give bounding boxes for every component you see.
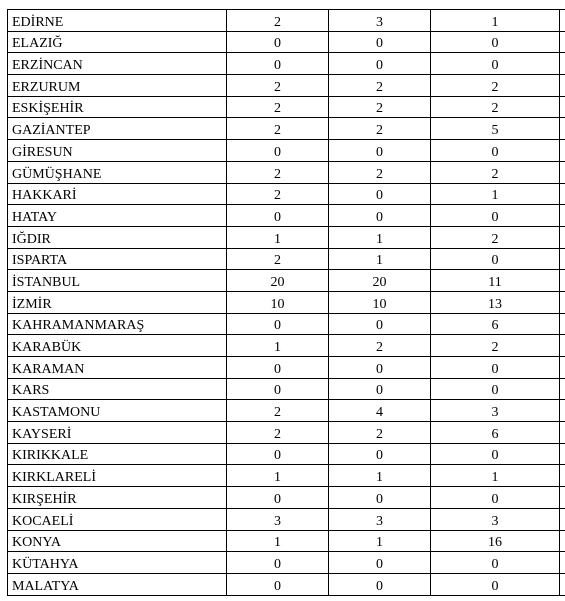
table-row — [8, 465, 565, 487]
province-name-cell — [8, 422, 227, 444]
empty-cell — [560, 378, 565, 400]
value-cell-3 — [431, 31, 560, 53]
empty-cell — [560, 313, 565, 335]
value-cell-2-text: 0 — [376, 58, 383, 74]
value-cell-2-text: 0 — [376, 36, 383, 52]
value-cell-1-text: 1 — [274, 535, 281, 551]
value-cell-1 — [227, 10, 329, 32]
table-row — [8, 313, 565, 335]
province-name-cell — [8, 96, 227, 118]
table-row — [8, 118, 565, 140]
value-cell-3 — [431, 248, 560, 270]
value-cell-3 — [431, 140, 560, 162]
value-cell-2 — [329, 487, 431, 509]
table-row — [8, 422, 565, 444]
value-cell-3 — [431, 530, 560, 552]
value-cell-3 — [431, 552, 560, 574]
value-cell-3 — [431, 400, 560, 422]
empty-cell — [560, 75, 565, 97]
province-name-cell — [8, 530, 227, 552]
value-cell-2 — [329, 378, 431, 400]
value-cell-2-text: 0 — [376, 578, 383, 594]
province-name-cell — [8, 487, 227, 509]
province-name-cell-text: KASTAMONU — [12, 405, 101, 421]
province-name-cell — [8, 552, 227, 574]
value-cell-1-text: 2 — [274, 253, 281, 269]
value-cell-3 — [431, 422, 560, 444]
empty-cell — [560, 31, 565, 53]
value-cell-1-text: 0 — [274, 361, 281, 377]
value-cell-1 — [227, 31, 329, 53]
value-cell-3 — [431, 313, 560, 335]
empty-cell — [560, 96, 565, 118]
value-cell-2-text: 0 — [376, 144, 383, 160]
value-cell-1 — [227, 378, 329, 400]
province-name-cell-text: HATAY — [12, 209, 58, 225]
table-row — [8, 96, 565, 118]
value-cell-2-text: 0 — [376, 188, 383, 204]
value-cell-2 — [329, 400, 431, 422]
value-cell-3-text: 2 — [491, 79, 499, 95]
value-cell-2-text: 0 — [376, 383, 383, 399]
table-row — [8, 291, 565, 313]
province-name-cell-text: KÜTAHYA — [12, 556, 79, 572]
province-name-cell — [8, 378, 227, 400]
value-cell-3-text: 0 — [491, 383, 499, 399]
value-cell-3-text: 13 — [488, 296, 502, 312]
value-cell-3 — [431, 378, 560, 400]
value-cell-2 — [329, 161, 431, 183]
province-name-cell-text: ERZİNCAN — [12, 58, 83, 74]
value-cell-3-text: 0 — [491, 556, 499, 572]
value-cell-1-text: 0 — [274, 383, 281, 399]
value-cell-1-text: 2 — [274, 14, 281, 30]
empty-cell — [560, 508, 565, 530]
value-cell-2-text: 0 — [376, 318, 383, 334]
value-cell-1-text: 2 — [274, 188, 281, 204]
value-cell-1-text: 2 — [274, 405, 281, 421]
value-cell-1-text: 2 — [274, 426, 281, 442]
empty-cell — [560, 552, 565, 574]
value-cell-2-text: 20 — [372, 274, 387, 290]
empty-cell — [560, 161, 565, 183]
value-cell-3-text: 0 — [491, 253, 499, 269]
table-row — [8, 53, 565, 75]
value-cell-2 — [329, 10, 431, 32]
value-cell-1-text: 2 — [274, 123, 281, 139]
value-cell-3-text: 0 — [491, 578, 499, 594]
province-name-cell-text: KIRIKKALE — [12, 448, 89, 464]
value-cell-2-text: 2 — [376, 426, 383, 442]
empty-cell — [560, 400, 565, 422]
value-cell-3-text: 5 — [491, 123, 499, 139]
value-cell-2 — [329, 422, 431, 444]
value-cell-2 — [329, 335, 431, 357]
value-cell-2 — [329, 118, 431, 140]
value-cell-3-text: 3 — [491, 513, 499, 529]
value-cell-2-text: 0 — [376, 209, 383, 225]
value-cell-3-text: 2 — [491, 101, 499, 117]
value-cell-3-text: 1 — [491, 188, 499, 204]
value-cell-2 — [329, 508, 431, 530]
value-cell-1 — [227, 487, 329, 509]
value-cell-2-text: 0 — [376, 556, 383, 572]
empty-cell — [560, 140, 565, 162]
province-name-cell — [8, 248, 227, 270]
province-name-cell — [8, 335, 227, 357]
value-cell-3-text: 16 — [488, 535, 502, 551]
empty-cell — [560, 270, 565, 292]
value-cell-2 — [329, 96, 431, 118]
table-row — [8, 183, 565, 205]
value-cell-2-text: 1 — [376, 253, 383, 269]
value-cell-1-text: 0 — [274, 318, 281, 334]
value-cell-2 — [329, 313, 431, 335]
province-name-cell-text: KAHRAMANMARAŞ — [12, 318, 145, 334]
value-cell-1 — [227, 465, 329, 487]
province-name-cell-text: ESKİŞEHİR — [12, 101, 84, 117]
value-cell-1 — [227, 508, 329, 530]
value-cell-3 — [431, 226, 560, 248]
value-cell-1 — [227, 357, 329, 379]
province-name-cell-text: GÜMÜŞHANE — [12, 166, 102, 182]
empty-cell — [560, 248, 565, 270]
value-cell-2 — [329, 552, 431, 574]
value-cell-1 — [227, 270, 329, 292]
province-name-cell — [8, 161, 227, 183]
value-cell-2-text: 0 — [376, 491, 383, 507]
value-cell-2 — [329, 291, 431, 313]
empty-cell — [560, 205, 565, 227]
province-name-cell — [8, 140, 227, 162]
value-cell-1-text: 1 — [274, 231, 281, 247]
province-name-cell-text: ERZURUM — [12, 79, 81, 95]
table-row — [8, 248, 565, 270]
value-cell-3-text: 6 — [491, 426, 499, 442]
value-cell-3-text: 0 — [491, 58, 499, 74]
province-name-cell — [8, 465, 227, 487]
value-cell-3 — [431, 335, 560, 357]
empty-cell — [560, 118, 565, 140]
province-name-cell-text: KARS — [12, 383, 50, 399]
province-name-cell — [8, 357, 227, 379]
value-cell-1 — [227, 313, 329, 335]
value-cell-2-text: 3 — [376, 513, 383, 529]
value-cell-2 — [329, 270, 431, 292]
province-name-cell — [8, 573, 227, 595]
province-name-cell — [8, 313, 227, 335]
value-cell-1 — [227, 400, 329, 422]
value-cell-1 — [227, 291, 329, 313]
value-cell-3-text: 0 — [491, 36, 499, 52]
value-cell-3-text: 1 — [491, 14, 499, 30]
value-cell-2 — [329, 205, 431, 227]
value-cell-3 — [431, 205, 560, 227]
value-cell-1-text: 2 — [274, 79, 281, 95]
value-cell-1 — [227, 573, 329, 595]
province-name-cell — [8, 31, 227, 53]
value-cell-1 — [227, 118, 329, 140]
province-name-cell — [8, 400, 227, 422]
value-cell-3 — [431, 10, 560, 32]
value-cell-1-text: 0 — [274, 58, 281, 74]
value-cell-1-text: 1 — [274, 340, 281, 355]
province-name-cell-text: IĞDIR — [12, 231, 51, 247]
province-name-cell-text: GİRESUN — [12, 144, 73, 160]
value-cell-2-text: 3 — [376, 14, 383, 30]
value-cell-2 — [329, 573, 431, 595]
value-cell-3 — [431, 96, 560, 118]
province-name-cell-text: ISPARTA — [12, 253, 68, 269]
value-cell-2 — [329, 226, 431, 248]
value-cell-2-text: 2 — [376, 123, 383, 139]
value-cell-2-text: 2 — [376, 166, 383, 182]
value-cell-1 — [227, 96, 329, 118]
value-cell-2 — [329, 530, 431, 552]
value-cell-3 — [431, 487, 560, 509]
value-cell-1 — [227, 75, 329, 97]
value-cell-3 — [431, 183, 560, 205]
table-row — [8, 226, 565, 248]
table-row — [8, 270, 565, 292]
value-cell-1 — [227, 183, 329, 205]
province-name-cell-text: MALATYA — [12, 578, 79, 594]
table-row — [8, 31, 565, 53]
value-cell-3-text: 0 — [491, 361, 499, 377]
value-cell-2-text: 1 — [376, 470, 383, 486]
table-row — [8, 400, 565, 422]
value-cell-1 — [227, 140, 329, 162]
value-cell-3 — [431, 573, 560, 595]
value-cell-1 — [227, 443, 329, 465]
empty-cell — [560, 422, 565, 444]
province-name-cell-text: KOCAELİ — [12, 513, 74, 529]
province-name-cell-text: KIRKLARELİ — [12, 470, 96, 486]
value-cell-1 — [227, 335, 329, 357]
value-cell-2-text: 2 — [376, 79, 383, 95]
value-cell-1-text: 0 — [274, 556, 281, 572]
value-cell-3 — [431, 53, 560, 75]
value-cell-3-text: 0 — [491, 144, 499, 160]
province-name-cell-text: KARABÜK — [12, 340, 82, 355]
empty-cell — [560, 357, 565, 379]
value-cell-3 — [431, 161, 560, 183]
value-cell-3 — [431, 75, 560, 97]
value-cell-1-text: 3 — [274, 513, 281, 529]
value-cell-1-text: 0 — [274, 209, 281, 225]
table-row — [8, 443, 565, 465]
province-name-cell — [8, 508, 227, 530]
province-name-cell-text: GAZİANTEP — [12, 123, 91, 139]
value-cell-2-text: 2 — [376, 340, 383, 355]
value-cell-1 — [227, 205, 329, 227]
value-cell-3-text: 0 — [491, 448, 499, 464]
value-cell-1 — [227, 248, 329, 270]
empty-cell — [560, 10, 565, 32]
value-cell-1-text: 0 — [274, 36, 281, 52]
value-cell-2-text: 4 — [376, 405, 383, 421]
value-cell-2-text: 0 — [376, 448, 383, 464]
table-row — [8, 573, 565, 595]
province-name-cell — [8, 10, 227, 32]
empty-cell — [560, 465, 565, 487]
value-cell-1-text: 0 — [274, 448, 281, 464]
province-table — [7, 9, 565, 596]
table-row — [8, 552, 565, 574]
value-cell-1-text: 20 — [270, 274, 285, 290]
value-cell-3-text: 2 — [491, 340, 499, 355]
province-name-cell — [8, 53, 227, 75]
value-cell-2 — [329, 53, 431, 75]
value-cell-3-text: 0 — [491, 209, 499, 225]
table-body — [8, 10, 565, 596]
table-row — [8, 161, 565, 183]
value-cell-2 — [329, 465, 431, 487]
value-cell-1 — [227, 161, 329, 183]
empty-cell — [560, 573, 565, 595]
value-cell-3 — [431, 508, 560, 530]
table-row — [8, 10, 565, 32]
value-cell-1-text: 0 — [274, 144, 281, 160]
value-cell-2 — [329, 357, 431, 379]
table-row — [8, 335, 565, 357]
value-cell-1-text: 2 — [274, 166, 281, 182]
empty-cell — [560, 530, 565, 552]
province-name-cell-text: KIRŞEHİR — [12, 491, 77, 507]
province-name-cell — [8, 75, 227, 97]
empty-cell — [560, 487, 565, 509]
province-name-cell-text: HAKKARİ — [12, 188, 77, 204]
province-name-cell-text: KARAMAN — [12, 361, 85, 377]
value-cell-3 — [431, 357, 560, 379]
value-cell-2 — [329, 443, 431, 465]
province-name-cell — [8, 183, 227, 205]
value-cell-3 — [431, 118, 560, 140]
table-row — [8, 140, 565, 162]
value-cell-1-text: 1 — [274, 470, 281, 486]
value-cell-3 — [431, 291, 560, 313]
table-row — [8, 357, 565, 379]
table-row — [8, 75, 565, 97]
province-name-cell-text: İZMİR — [12, 296, 52, 312]
value-cell-2 — [329, 75, 431, 97]
value-cell-1 — [227, 552, 329, 574]
empty-cell — [560, 291, 565, 313]
value-cell-2 — [329, 31, 431, 53]
value-cell-3-text: 0 — [491, 491, 499, 507]
value-cell-3-text: 2 — [491, 166, 499, 182]
table-row — [8, 530, 565, 552]
province-name-cell — [8, 226, 227, 248]
province-name-cell — [8, 118, 227, 140]
value-cell-2 — [329, 140, 431, 162]
empty-cell — [560, 226, 565, 248]
province-name-cell — [8, 205, 227, 227]
value-cell-3 — [431, 465, 560, 487]
table-row — [8, 378, 565, 400]
value-cell-3-text: 3 — [491, 405, 499, 421]
value-cell-2-text: 0 — [376, 361, 383, 377]
empty-cell — [560, 443, 565, 465]
value-cell-1-text: 2 — [274, 101, 281, 117]
province-name-cell-text: EDİRNE — [12, 14, 64, 30]
province-name-cell — [8, 443, 227, 465]
value-cell-1-text: 0 — [274, 578, 281, 594]
empty-cell — [560, 53, 565, 75]
province-name-cell-text: ELAZIĞ — [12, 36, 63, 52]
province-name-cell — [8, 291, 227, 313]
value-cell-3-text: 11 — [488, 274, 502, 290]
value-cell-1 — [227, 53, 329, 75]
province-name-cell-text: İSTANBUL — [12, 274, 81, 290]
value-cell-3-text: 1 — [491, 470, 499, 486]
value-cell-1 — [227, 422, 329, 444]
value-cell-2-text: 2 — [376, 101, 383, 117]
table-row — [8, 205, 565, 227]
province-name-cell-text: KAYSERİ — [12, 426, 72, 442]
value-cell-2-text: 1 — [376, 231, 383, 247]
value-cell-3-text: 2 — [491, 231, 499, 247]
value-cell-2-text: 10 — [372, 296, 387, 312]
value-cell-2 — [329, 183, 431, 205]
value-cell-1-text: 0 — [274, 491, 281, 507]
province-name-cell — [8, 270, 227, 292]
table-row — [8, 487, 565, 509]
value-cell-2 — [329, 248, 431, 270]
province-name-cell-text: KONYA — [12, 535, 61, 551]
table-row — [8, 508, 565, 530]
value-cell-1-text: 10 — [270, 296, 285, 312]
value-cell-1 — [227, 530, 329, 552]
value-cell-3 — [431, 270, 560, 292]
empty-cell — [560, 335, 565, 357]
value-cell-3-text: 6 — [491, 318, 499, 334]
value-cell-2-text: 1 — [376, 535, 383, 551]
value-cell-1 — [227, 226, 329, 248]
value-cell-3 — [431, 443, 560, 465]
empty-cell — [560, 183, 565, 205]
